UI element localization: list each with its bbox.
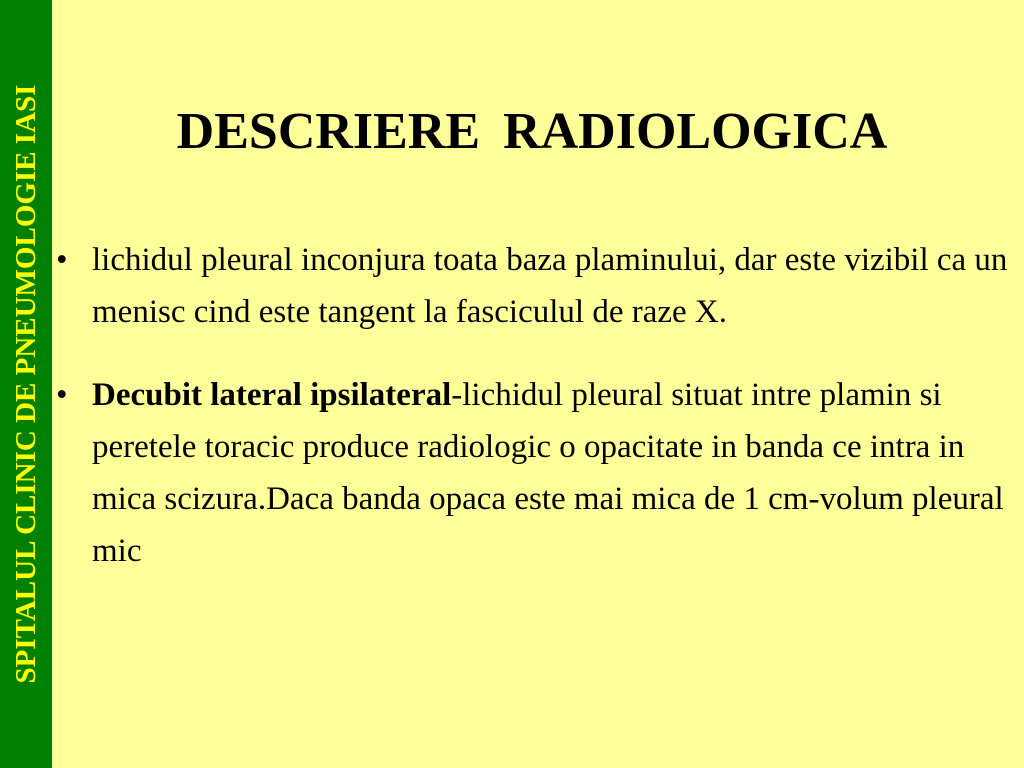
bullet-marker: • [56, 242, 68, 278]
bullet-text: lichidul pleural inconjura toata baza plaminului, dar este vizibil ca un menisc cind este tangent la fasciculul de raze X. [92, 242, 1008, 330]
hospital-name: SPITALUL CLINIC DE PNEUMOLOGIE IASI [10, 84, 42, 684]
bullet-list [56, 234, 1018, 577]
bullet-item [56, 369, 1018, 577]
bullet-marker: • [56, 377, 68, 413]
slide-title: DESCRIERE RADIOLOGICA [176, 103, 888, 160]
sidebar-banner [0, 0, 52, 768]
bullet-term: Decubit lateral ipsilateral [92, 377, 452, 413]
bullet-item [56, 234, 1018, 338]
bullet-text: -lichidul pleural situat intre plamin si peretele toracic produce radiologic o opacitate in banda ce intra in mica scizura.Daca banda opaca este mai mica de 1 cm-volum pleural mic [92, 377, 1004, 569]
